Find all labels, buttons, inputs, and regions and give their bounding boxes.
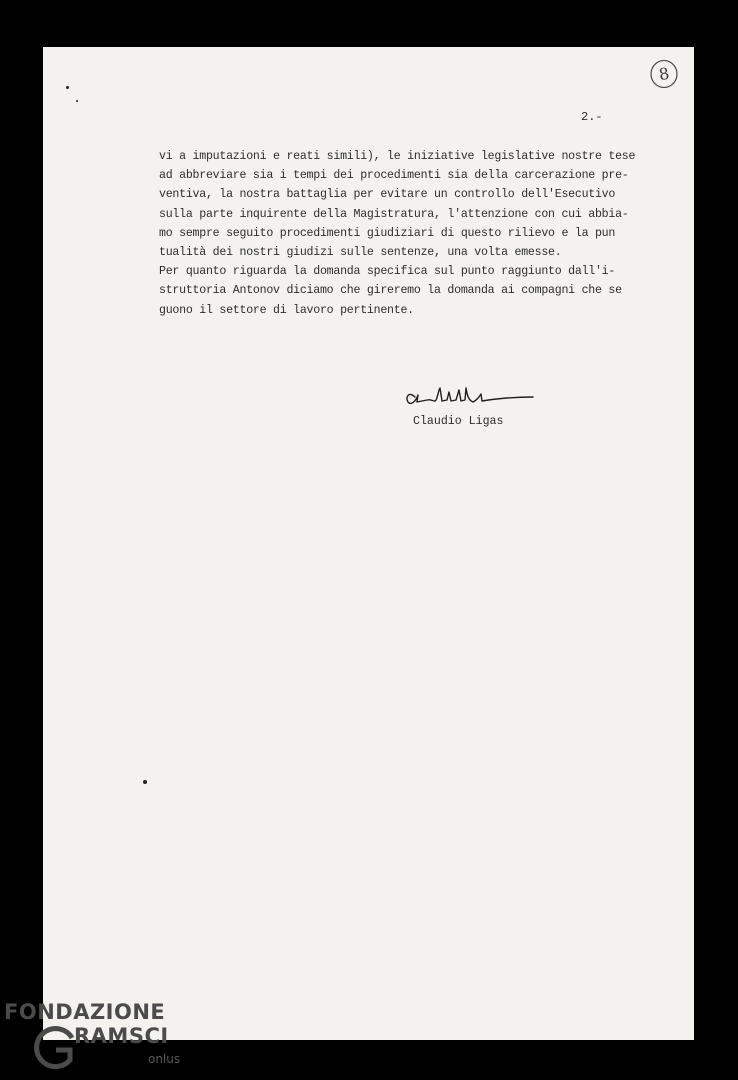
body-line: vi a imputazioni e reati simili), le iniziative legislative nostre tese bbox=[159, 150, 636, 163]
letter-body bbox=[159, 147, 636, 320]
stamp-number: 8 bbox=[657, 63, 671, 85]
body-line: ventiva, la nostra battaglia per evitare un controllo dell'Esecutivo bbox=[159, 188, 616, 202]
body-line: Per quanto riguarda la domanda specifica sul punto raggiunto dall'i- bbox=[159, 265, 616, 279]
watermark-line1: FONDAZIONE bbox=[4, 1000, 166, 1024]
fondazione-gramsci-watermark bbox=[4, 1000, 194, 1080]
handwritten-signature bbox=[403, 380, 535, 410]
archive-stamp-circle bbox=[649, 59, 679, 89]
body-line: guono il settore di lavoro pertinente. bbox=[159, 303, 414, 317]
watermark-line3: onlus bbox=[148, 1052, 181, 1066]
body-line: struttoria Antonov diciamo che gireremo la domanda ai compagni che se bbox=[159, 284, 622, 298]
body-line: tualità dei nostri giudizi sulle sentenze, una volta emesse. bbox=[159, 246, 562, 260]
page-number: 2.- bbox=[581, 110, 603, 124]
body-line: ad abbreviare sia i tempi dei procedimenti sia della carcerazione pre- bbox=[159, 169, 629, 183]
document-page bbox=[43, 47, 694, 1040]
body-line: sulla parte inquirente della Magistratura, l'attenzione con cui abbia- bbox=[159, 207, 629, 221]
paper-speck bbox=[143, 780, 147, 784]
paper-speck bbox=[76, 100, 78, 102]
gramsci-g-logo-icon bbox=[28, 1024, 78, 1074]
watermark-line2: RAMSCI bbox=[74, 1024, 169, 1048]
body-line: mo sempre seguito procedimenti giudiziari di questo rilievo e la pun bbox=[159, 226, 616, 240]
paper-speck bbox=[66, 86, 69, 89]
signer-name: Claudio Ligas bbox=[413, 415, 504, 428]
